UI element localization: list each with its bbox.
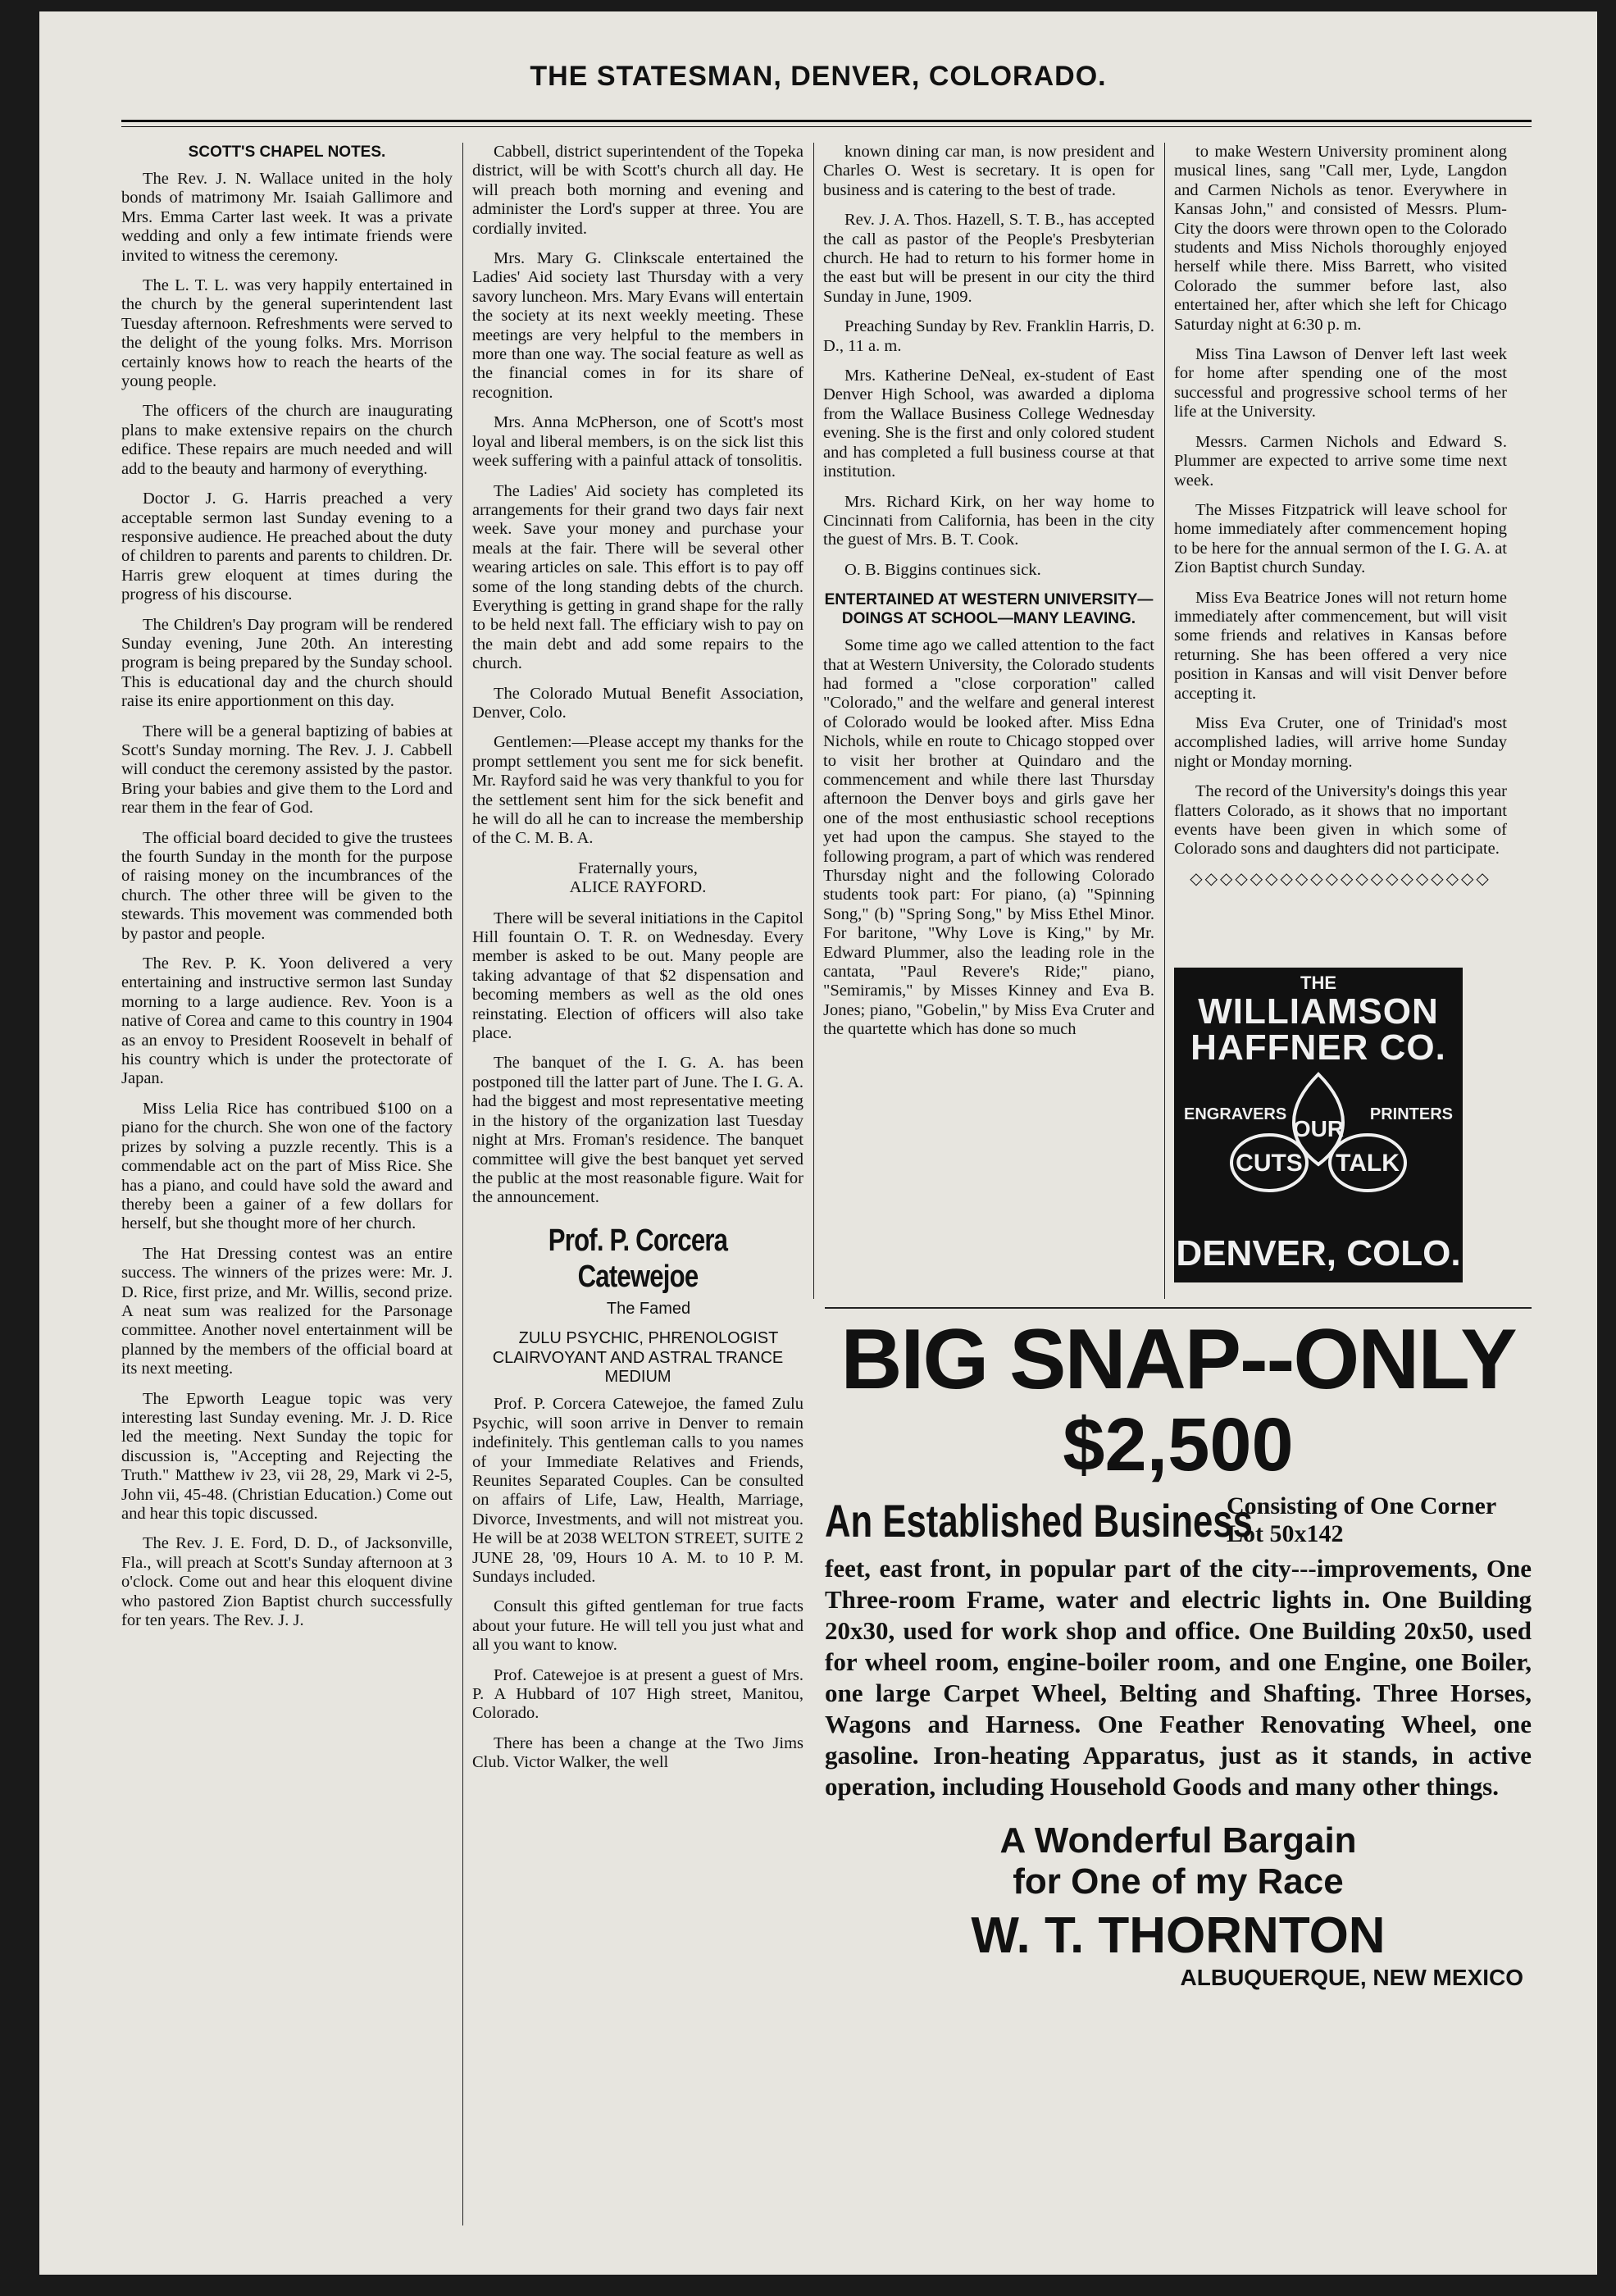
ornament-divider: ◇◇◇◇◇◇◇◇◇◇◇◇◇◇◇◇◇◇◇◇: [1190, 869, 1491, 888]
article-paragraph: The Ladies' Aid society has completed its arrangements for their grand two days fair next week. Save your money and purchase your meals at the fair. There will be several other wearing articles on sale. This effort is to pay off some of the long standing debts of the church. Everything is getting in grand shape for the rally to be held next fall. The efficiary wish to pay on the main debt and add some repairs to the church.: [472, 481, 803, 673]
column-rule: [813, 143, 814, 1299]
ad-city: DENVER, COLO.: [1176, 1233, 1461, 1273]
business-sale-ad: [825, 1312, 1532, 2078]
sale-established: An Established Business: [825, 1494, 1253, 1547]
ad-name-1: WILLIAMSON: [1198, 991, 1439, 1032]
article-paragraph: The record of the University's doings this year flatters Colorado, as it shows that no important events have been given in which some of Colorado sons and daughters did not participate.: [1174, 782, 1508, 859]
williamson-haffner-ad: [1174, 968, 1463, 1282]
ad-the: THE: [1300, 973, 1336, 993]
sale-headline: BIG SNAP--ONLY: [840, 1312, 1516, 1407]
ad-engravers: ENGRAVERS: [1184, 1105, 1287, 1123]
ad-printers: PRINTERS: [1369, 1105, 1453, 1123]
article-paragraph: The Epworth League topic was very interesting last Sunday evening. Mr. J. D. Rice led the meeting. Next Sunday the topic for discussion is, "Accepting and Rejecting the Truth." Matthew iv 23, vii 28, 29, Mark vi 2-5, John vii, 45-48. (Christian Education.) Come out and hear this topic discussed.: [121, 1389, 453, 1523]
sale-body: feet, east front, in popular part of the city---improvements, One Three-room Frame, water and electric lights in. One Building 20x30, used for work shop and office. One Building 20x50, used for wheel room, engine-boiler room, and one Engine, one Boiler, one large Carpet Wheel, Belting and Shafting. Three Horses, Wagons and Harness. One Feather Renovating Wheel, one gasoline. Iron-heating Apparatus, just as it stands, in active operation, including Household Goods and many other things.: [825, 1554, 1532, 1801]
article-paragraph: Prof. Catewejoe is at present a guest of Mrs. P. A Hubbard of 107 High street, Manitou, Colorado.: [472, 1665, 803, 1723]
article-paragraph: Mrs. Anna McPherson, one of Scott's most loyal and liberal members, is on the sick list this week suffering with a painful attack of tonsolitis.: [472, 413, 803, 471]
column-4: [1174, 143, 1507, 894]
article-paragraph: Cabbell, district superintendent of the Topeka district, will be with Scott's church all day. He will preach both morning and evening and administer the Lord's supper at three. You are cordially invited.: [472, 143, 803, 238]
article-paragraph: Mrs. Mary G. Clinkscale entertained the Ladies' Aid society last Thursday with a very savory luncheon. Mrs. Mary Evans will entertain the society at its next weekly meeting. These meetings are very helpful to the members in more than one way. The social feature as well as the financial comes in for its share of recognition.: [472, 249, 803, 402]
ad-talk: TALK: [1336, 1150, 1400, 1177]
article-paragraph: to make Western University prominent along musical lines, sang "Call mer, Lyde, Langdon and Carmen Nichols as tenor. Everywhere in Kansas John," and consisted of Messrs. Plum-City the doors were thrown open to the Colorado students and Miss Nichols thoroughly enjoyed herself while there. Miss Barrett, who visited Colorado the summer before last, also entertained her, after which she left for Chicago Saturday night at 6:30 p. m.: [1174, 143, 1507, 334]
article-paragraph: There will be several initiations in the Capitol Hill fountain O. T. R. on Wednesday. Every member is asked to be out. Many people are taking advantage of that $2 dispensation and becoming members as well as the old ones reinstating. Election of officers will also take place.: [472, 909, 803, 1043]
article-paragraph: The Hat Dressing contest was an entire success. The winners of the prizes were: Mr. J. D. Rice, first prize, and Mr. Willis, second prize. A neat sum was realized for the Parsonage committee. Another novel entertainment will be planned by the members of the official board at its next meeting.: [121, 1244, 453, 1378]
article-paragraph: The Misses Fitzpatrick will leave school for home immediately after commencement hoping to be here for the annual sermon of the I. G. A. at Zion Baptist church Sunday.: [1174, 500, 1507, 577]
article-paragraph: Doctor J. G. Harris preached a very acceptable sermon last Sunday evening to a responsive audience. He preached about the duty of children to parents and parents to children. Dr. Harris grew eloquent at times during the progress of his discourse.: [121, 490, 453, 604]
ad-cuts: CUTS: [1236, 1150, 1303, 1177]
column-1: [121, 143, 453, 1641]
sale-consisting: Consisting of One Corner Lot 50x142: [1227, 1492, 1496, 1547]
signature-name: ALICE RAYFORD.: [569, 878, 707, 897]
article-paragraph: The Colorado Mutual Benefit Association, Denver, Colo.: [472, 684, 803, 722]
sale-price: $2,500: [1063, 1403, 1294, 1487]
article-paragraph: The L. T. L. was very happily entertained in the church by the general superintendent last Tuesday afternoon. Refreshments were served to the delight of the young folks. Mrs. Morrison certainly knows how to reach the hearts of the young people.: [121, 276, 453, 391]
article-paragraph: Prof. P. Corcera Catewejoe, the famed Zulu Psychic, will soon arrive in Denver to remain indefinitely. This gentleman calls to you names of your Immediate Relatives and Friends, Reunites Separated Couples. Can be consulted on affairs of Life, Law, Health, Marriage, Divorce, Investments, and will not mistreat you. He will be at 2038 WELTON STREET, SUITE 2 JUNE 28, '09, Hours 10 A. M. to 10 P. M. Sundays included.: [472, 1395, 803, 1586]
ad-our: OUR: [1292, 1116, 1345, 1141]
column-3: [823, 143, 1154, 1050]
psychic-ad-subtitle: ZULU PSYCHIC, PHRENOLOGIST CLAIRVOYANT AND ASTRAL TRANCE MEDIUM: [492, 1329, 784, 1386]
sale-seller-name: W. T. THORNTON: [971, 1907, 1386, 1964]
column-2: [472, 143, 803, 1784]
masthead: THE STATESMAN, DENVER, COLORADO.: [530, 61, 1107, 92]
article-paragraph: known dining car man, is now president and Charles O. West is secretary. It is open for business and is catering to the best of trade.: [823, 143, 1154, 199]
article-paragraph: There has been a change at the Two Jims Club. Victor Walker, the well: [472, 1733, 803, 1772]
psychic-ad-title: Prof. P. Corcera Catewejoe: [548, 1223, 728, 1294]
article-paragraph: The official board decided to give the trustees the fourth Sunday in the month for the purpose of raising money on the incumbrances of the church. The other three will be given to the stewards. This movement was commended both by pastor and people.: [121, 828, 453, 943]
signature-closing: Fraternally yours,: [578, 859, 698, 877]
article-paragraph: The Children's Day program will be rendered Sunday evening, June 20th. An interesting program is being prepared by the Sunday school. This is educational day and the church should raise its enire apportionment on this day.: [121, 615, 453, 711]
article-paragraph: Gentlemen:—Please accept my thanks for the prompt settlement you sent me for sick benefit. Mr. Rayford said he was very thankful to you for the settlement sent him for the sick benefit and he will do all he can to increase the membership of the C. M. B. A.: [472, 733, 803, 848]
article-paragraph: Rev. J. A. Thos. Hazell, S. T. B., has accepted the call as pastor of the People's Presbyterian church. He had to return to his former home in the east but will be present in our city the third Sunday in June, 1909.: [823, 211, 1154, 306]
article-paragraph: Mrs. Richard Kirk, on her way home to Cincinnati from California, has been in the city the guest of Mrs. B. T. Cook.: [823, 492, 1154, 549]
article-paragraph: The Rev. J. E. Ford, D. D., of Jacksonville, Fla., will preach at Scott's Sunday afternoon at 3 o'clock. Come out and hear this eloquent divine who pastored Zion Baptist church successfully for ten years. The Rev. J. J.: [121, 1534, 453, 1630]
psychic-ad-famed: The Famed: [606, 1299, 691, 1318]
article-paragraph: Consult this gifted gentleman for true facts about your future. He will tell you just what and all you want to know.: [472, 1597, 803, 1655]
article-paragraph: Messrs. Carmen Nichols and Edward S. Plummer are expected to arrive some time next week.: [1174, 432, 1507, 490]
article-paragraph: O. B. Biggins continues sick.: [844, 560, 1041, 579]
article-paragraph: The Rev. P. K. Yoon delivered a very entertaining and instructive sermon last Sunday morning to a large audience. Rev. Yoon is a native of Corea and came to this country in 1904 as an envoy to President Roosevelt in behalf of his country which is under the protectorate of Japan.: [121, 954, 453, 1088]
article-paragraph: There will be a general baptizing of babies at Scott's Sunday morning. The Rev. J. J. Cabbell will conduct the ceremony assisted by the pastor. Bring your babies and give them to the Lord and rear them in the fear of God.: [121, 722, 453, 818]
article-paragraph: Miss Tina Lawson of Denver left last week for home after spending one of the most successful and progressive school terms of her life at the University.: [1174, 345, 1507, 421]
article-paragraph: Some time ago we called attention to the fact that at Western University, the Colorado students had formed a "close corporation" called "Colorado," and the welfare and general interest of Colorado would be looked after. Miss Edna Nichols, while en route to Chicago stopped over to visit her brother at Quindaro and the commencement and while there last Thursday afternoon the Denver boys and girls gave her one of the most enthusiastic school receptions yet had upon the campus. She stayed to the following program, a part of which was rendered Thursday night and the following Colorado students took part: For piano, (a) "Spinning Song," (b) "Spring Song," by Miss Ethel Minor. For baritone, "Why Love is King," by Mr. Edward Plummer, also the leading role in the cantata, "Paul Revere's Ride;" piano, "Semiramis," by Misses Kinney and Eva B. Jones; piano, "Gobelin," by Miss Eva Cruter and the quartette which has done so much: [823, 636, 1154, 1039]
article-paragraph: The Rev. J. N. Wallace united in the holy bonds of matrimony Mr. Isaiah Gallimore and Mrs. Emma Carter last week. It was a private wedding and only a few intimate friends were invited to witness the ceremony.: [121, 170, 453, 265]
ad-name-2: HAFFNER CO.: [1190, 1027, 1446, 1068]
sale-bargain-1: A Wonderful Bargain: [999, 1820, 1357, 1861]
sale-seller-place: ALBUQUERQUE, NEW MEXICO: [1180, 1965, 1523, 1990]
fleur-icon: [1228, 1066, 1409, 1205]
sale-bargain-2: for One of my Race: [1013, 1861, 1344, 1902]
section-heading: SCOTT'S CHAPEL NOTES.: [188, 144, 386, 161]
newspaper-page: [39, 11, 1597, 2275]
top-rule: [121, 120, 1532, 122]
article-paragraph: Miss Lelia Rice has contribued $100 on a piano for the church. She won one of the factory prizes by solving a puzzle recently. This is a commendable act on the part of Miss Rice. She has a piano, and could have sold the award and thereby been a gainer of a few dollars for herself, but she thought more of her church.: [121, 1099, 453, 1233]
article-paragraph: Miss Eva Cruter, one of Trinidad's most accomplished ladies, will arrive home Sunday night or Monday morning.: [1174, 713, 1507, 771]
column-rule: [1164, 143, 1165, 1299]
article-paragraph: Preaching Sunday by Rev. Franklin Harris, D. D., 11 a. m.: [823, 317, 1154, 355]
section-heading: ENTERTAINED AT WESTERN UNIVERSITY—DOINGS AT SCHOOL—MANY LEAVING.: [824, 591, 1154, 628]
article-paragraph: The banquet of the I. G. A. has been postponed till the latter part of June. The I. G. A. had the biggest and most representative meeting in the history of the organization last Tuesday night at Mrs. Froman's residence. The banquet committee will give the best banquet yet served the public at the most reasonable figure. Wait for the announcement.: [472, 1054, 803, 1207]
article-paragraph: Mrs. Katherine DeNeal, ex-student of East Denver High School, was awarded a diploma from the Wallace Business College Wednesday evening. She is the first and only colored student and has completed a full business course at that institution.: [823, 367, 1154, 481]
ad-rule: [825, 1307, 1532, 1309]
article-paragraph: Miss Eva Beatrice Jones will not return home immediately after commencement, but will visit some friends and relatives in Kansas before returning. She has been offered a very nice position in Kansas and will visit Denver before accepting it.: [1174, 588, 1507, 703]
top-rule-thin: [121, 126, 1532, 127]
article-paragraph: The officers of the church are inaugurating plans to make extensive repairs on the church edifice. These repairs are much needed and will add to the beauty and harmony of everything.: [121, 402, 453, 478]
column-rule: [462, 143, 463, 2225]
